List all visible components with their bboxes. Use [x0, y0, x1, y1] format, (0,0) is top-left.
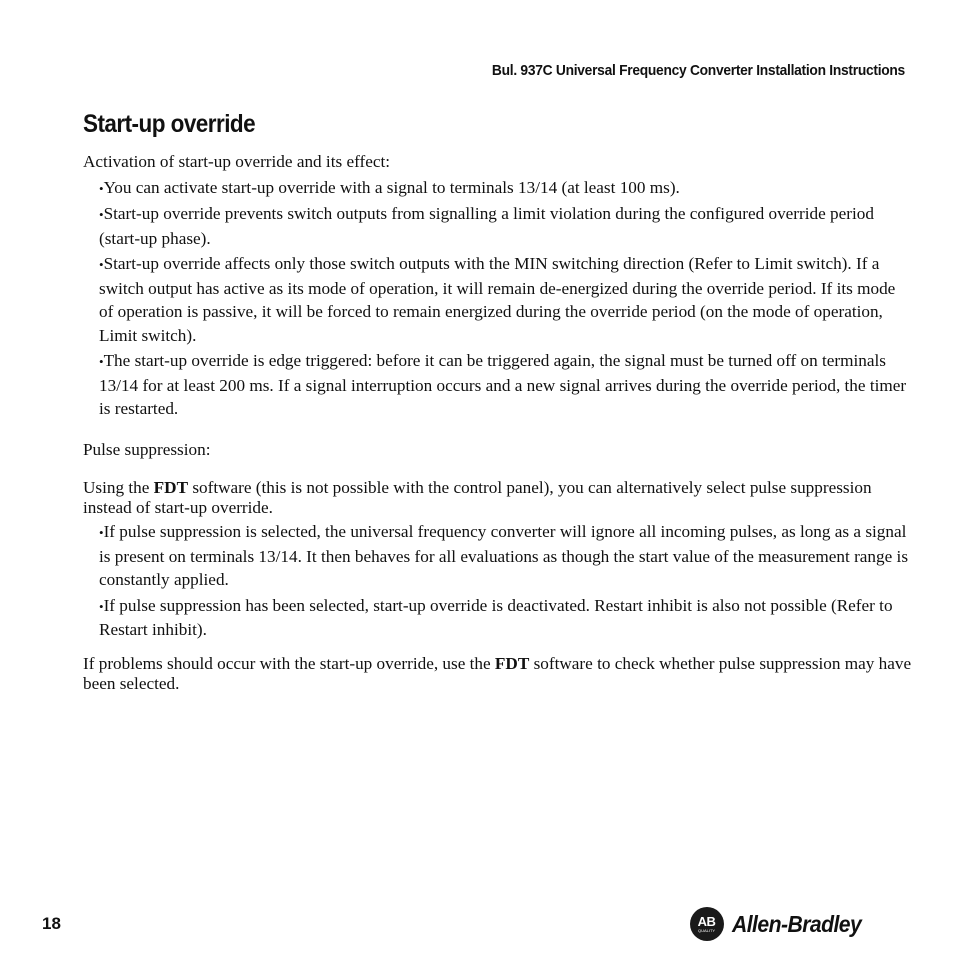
intro-text: Activation of start-up override and its effect:	[83, 152, 391, 171]
closing-paragraph: If problems should occur with the start-up override, use the FDT software to check whether pulse suppression may have been selected.	[83, 653, 912, 693]
bullet-icon: •	[99, 180, 104, 196]
running-header: Bul. 937C Universal Frequency Converter Installation Instructions	[491, 62, 905, 79]
ab-badge-icon: AB QUALITY	[690, 907, 724, 941]
section-title: Start-up override	[83, 110, 256, 138]
list-item: •The start-up override is edge triggered: before it can be triggered again, the signal must be turned off on terminals 13/14 for at least 200 ms. If a signal interruption occurs and a new signal arrives during the override period, the timer is restarted.	[99, 351, 907, 418]
pulse-suppression-label: Pulse suppression:	[83, 439, 211, 459]
pulse-suppression-paragraph: Using the FDT software (this is not possible with the control panel), you can alternatively select pulse suppression instead of start-up override.	[83, 478, 872, 517]
list-item: •Start-up override affects only those switch outputs with the MIN switching direction (Refer to Limit switch). If a switch output has active as its mode of operation, it will remain de-energized during the override period. If its mode of operation is passive, it will be forced to remain energized during the override period (on the mode of operation, Limit switch).	[99, 254, 896, 345]
body-content	[83, 150, 913, 694]
brand-name: Allen-Bradley	[731, 910, 861, 937]
fdt-bold: FDT	[153, 478, 189, 497]
page-number: 18	[42, 914, 61, 933]
bullet-icon: •	[99, 525, 104, 540]
list-item: •If pulse suppression is selected, the universal frequency converter will ignore all incoming pulses, as long as a signal is present on terminals 13/14. It then behaves for all evaluations as though the start value of the measurement range is constantly applied.	[99, 522, 909, 589]
bullet-icon: •	[99, 257, 104, 272]
startup-bullet-list	[83, 176, 913, 421]
pulse-bullet-list	[83, 520, 913, 642]
list-item: •If pulse suppression has been selected, start-up override is deactivated. Restart inhibit is also not possible (Refer to Restart inhibit).	[99, 595, 893, 639]
bullet-icon: •	[99, 354, 104, 369]
allen-bradley-logo	[690, 907, 872, 941]
list-item: •You can activate start-up override with a signal to terminals 13/14 (at least 100 ms).	[99, 177, 680, 197]
list-item: •Start-up override prevents switch outputs from signalling a limit violation during the configured override period (start-up phase).	[99, 204, 874, 248]
bullet-icon: •	[99, 598, 104, 614]
bullet-icon: •	[99, 207, 104, 222]
fdt-bold: FDT	[494, 653, 530, 673]
